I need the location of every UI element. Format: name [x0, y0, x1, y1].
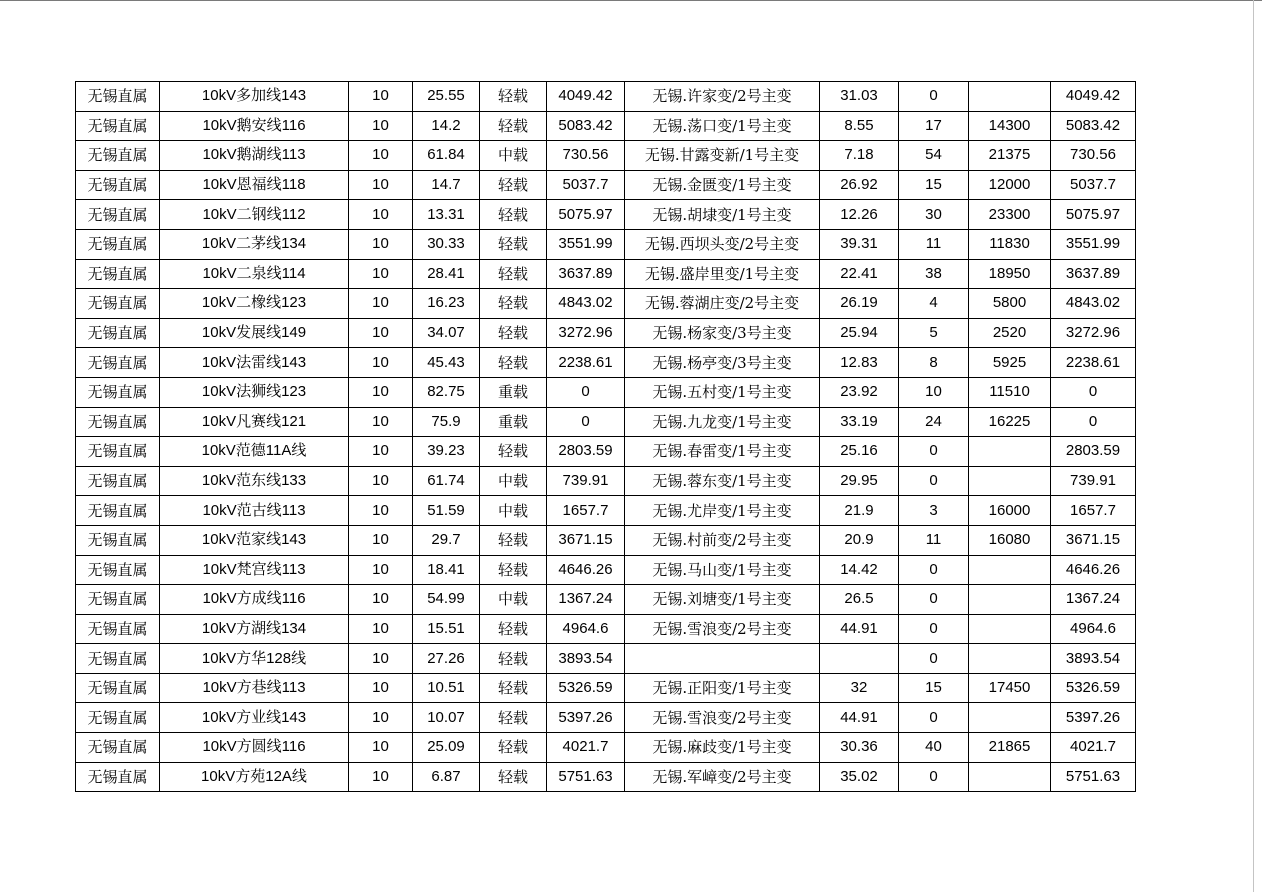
- transformer-load-rate-cell: 14.42: [820, 555, 899, 585]
- load-rate-cell: 61.84: [413, 141, 480, 171]
- feeder-line-cell: 10kV凡赛线121: [160, 407, 349, 437]
- load-status-cell: 轻载: [480, 437, 547, 467]
- table-row: [76, 229, 1136, 259]
- unit-cell: 无锡直属: [76, 229, 160, 259]
- voltage-cell: 10: [349, 703, 413, 733]
- count-cell: 0: [899, 555, 969, 585]
- count-cell: 0: [899, 644, 969, 674]
- load-status-cell: 轻载: [480, 703, 547, 733]
- unit-cell: 无锡直属: [76, 318, 160, 348]
- capacity-cell: 11830: [969, 229, 1051, 259]
- unit-cell: 无锡直属: [76, 525, 160, 555]
- table-row: [76, 762, 1136, 792]
- substation-transformer-cell: 无锡.雪浪变/2号主变: [625, 614, 820, 644]
- table-row: [76, 407, 1136, 437]
- voltage-cell: 10: [349, 555, 413, 585]
- feeder-line-cell: 10kV恩福线118: [160, 170, 349, 200]
- capacity-cell: [969, 614, 1051, 644]
- capacity-cell: 18950: [969, 259, 1051, 289]
- transformer-load-rate-cell: 20.9: [820, 525, 899, 555]
- load-rate-cell: 34.07: [413, 318, 480, 348]
- capacity-cell: 21865: [969, 733, 1051, 763]
- available-capacity-cell: 5037.7: [1051, 170, 1136, 200]
- capacity-cell: 5800: [969, 289, 1051, 319]
- unit-cell: 无锡直属: [76, 673, 160, 703]
- transformer-load-rate-cell: [820, 644, 899, 674]
- count-cell: 0: [899, 585, 969, 615]
- load-status-cell: 轻载: [480, 762, 547, 792]
- load-status-cell: 轻载: [480, 259, 547, 289]
- load-rate-cell: 75.9: [413, 407, 480, 437]
- table-row: [76, 733, 1136, 763]
- feeder-line-cell: 10kV方巷线113: [160, 673, 349, 703]
- load-status-cell: 轻载: [480, 318, 547, 348]
- transformer-load-rate-cell: 25.16: [820, 437, 899, 467]
- load-status-cell: 轻载: [480, 111, 547, 141]
- load-rate-cell: 10.07: [413, 703, 480, 733]
- unit-cell: 无锡直属: [76, 585, 160, 615]
- unit-cell: 无锡直属: [76, 762, 160, 792]
- substation-transformer-cell: 无锡.雪浪变/2号主变: [625, 703, 820, 733]
- load-status-cell: 轻载: [480, 229, 547, 259]
- transformer-load-rate-cell: 21.9: [820, 496, 899, 526]
- transformer-load-rate-cell: 22.41: [820, 259, 899, 289]
- voltage-cell: 10: [349, 466, 413, 496]
- transformer-load-rate-cell: 8.55: [820, 111, 899, 141]
- transformer-load-rate-cell: 33.19: [820, 407, 899, 437]
- available-capacity-cell: 739.91: [1051, 466, 1136, 496]
- voltage-cell: 10: [349, 348, 413, 378]
- table-row: [76, 259, 1136, 289]
- count-cell: 0: [899, 437, 969, 467]
- table-row: [76, 200, 1136, 230]
- substation-transformer-cell: 无锡.村前变/2号主变: [625, 525, 820, 555]
- transformer-load-rate-cell: 12.83: [820, 348, 899, 378]
- unit-cell: 无锡直属: [76, 348, 160, 378]
- load-rate-cell: 18.41: [413, 555, 480, 585]
- load-status-cell: 轻载: [480, 200, 547, 230]
- available-capacity-cell: 5326.59: [1051, 673, 1136, 703]
- count-cell: 30: [899, 200, 969, 230]
- feeder-line-cell: 10kV法狮线123: [160, 377, 349, 407]
- count-cell: 11: [899, 525, 969, 555]
- capacity-margin-cell: 4646.26: [547, 555, 625, 585]
- feeder-line-cell: 10kV范家线143: [160, 525, 349, 555]
- table-row: [76, 437, 1136, 467]
- unit-cell: 无锡直属: [76, 111, 160, 141]
- voltage-cell: 10: [349, 496, 413, 526]
- table-row: [76, 555, 1136, 585]
- capacity-cell: [969, 466, 1051, 496]
- capacity-margin-cell: 3637.89: [547, 259, 625, 289]
- voltage-cell: 10: [349, 111, 413, 141]
- load-rate-cell: 51.59: [413, 496, 480, 526]
- capacity-margin-cell: 739.91: [547, 466, 625, 496]
- table-row: [76, 318, 1136, 348]
- load-status-cell: 中载: [480, 585, 547, 615]
- load-rate-cell: 15.51: [413, 614, 480, 644]
- unit-cell: 无锡直属: [76, 466, 160, 496]
- transformer-load-rate-cell: 7.18: [820, 141, 899, 171]
- available-capacity-cell: 4646.26: [1051, 555, 1136, 585]
- capacity-margin-cell: 5751.63: [547, 762, 625, 792]
- feeder-line-cell: 10kV多加线143: [160, 82, 349, 112]
- feeder-line-cell: 10kV方华128线: [160, 644, 349, 674]
- load-rate-cell: 10.51: [413, 673, 480, 703]
- substation-transformer-cell: 无锡.五村变/1号主变: [625, 377, 820, 407]
- available-capacity-cell: 2803.59: [1051, 437, 1136, 467]
- substation-transformer-cell: 无锡.麻歧变/1号主变: [625, 733, 820, 763]
- available-capacity-cell: 3272.96: [1051, 318, 1136, 348]
- unit-cell: 无锡直属: [76, 555, 160, 585]
- count-cell: 0: [899, 466, 969, 496]
- voltage-cell: 10: [349, 407, 413, 437]
- table-row: [76, 111, 1136, 141]
- capacity-margin-cell: 3893.54: [547, 644, 625, 674]
- feeder-line-cell: 10kV法雷线143: [160, 348, 349, 378]
- capacity-cell: 16000: [969, 496, 1051, 526]
- unit-cell: 无锡直属: [76, 200, 160, 230]
- transformer-load-rate-cell: 29.95: [820, 466, 899, 496]
- available-capacity-cell: 0: [1051, 377, 1136, 407]
- substation-transformer-cell: [625, 644, 820, 674]
- voltage-cell: 10: [349, 82, 413, 112]
- count-cell: 38: [899, 259, 969, 289]
- unit-cell: 无锡直属: [76, 377, 160, 407]
- capacity-cell: [969, 703, 1051, 733]
- count-cell: 40: [899, 733, 969, 763]
- capacity-margin-cell: 4964.6: [547, 614, 625, 644]
- load-rate-cell: 6.87: [413, 762, 480, 792]
- unit-cell: 无锡直属: [76, 733, 160, 763]
- feeder-line-cell: 10kV方成线116: [160, 585, 349, 615]
- substation-transformer-cell: 无锡.胡埭变/1号主变: [625, 200, 820, 230]
- substation-transformer-cell: 无锡.马山变/1号主变: [625, 555, 820, 585]
- transformer-load-rate-cell: 26.5: [820, 585, 899, 615]
- load-status-cell: 轻载: [480, 733, 547, 763]
- substation-transformer-cell: 无锡.九龙变/1号主变: [625, 407, 820, 437]
- feeder-line-cell: 10kV二茅线134: [160, 229, 349, 259]
- substation-transformer-cell: 无锡.杨亭变/3号主变: [625, 348, 820, 378]
- capacity-cell: [969, 644, 1051, 674]
- available-capacity-cell: 3671.15: [1051, 525, 1136, 555]
- capacity-margin-cell: 0: [547, 407, 625, 437]
- capacity-cell: 2520: [969, 318, 1051, 348]
- load-rate-cell: 45.43: [413, 348, 480, 378]
- available-capacity-cell: 3551.99: [1051, 229, 1136, 259]
- available-capacity-cell: 4964.6: [1051, 614, 1136, 644]
- load-status-cell: 轻载: [480, 348, 547, 378]
- available-capacity-cell: 1367.24: [1051, 585, 1136, 615]
- available-capacity-cell: 0: [1051, 407, 1136, 437]
- capacity-margin-cell: 4021.7: [547, 733, 625, 763]
- load-rate-cell: 25.55: [413, 82, 480, 112]
- load-status-cell: 中载: [480, 466, 547, 496]
- capacity-cell: 23300: [969, 200, 1051, 230]
- feeder-line-cell: 10kV发展线149: [160, 318, 349, 348]
- transformer-load-rate-cell: 39.31: [820, 229, 899, 259]
- count-cell: 3: [899, 496, 969, 526]
- table-row: [76, 377, 1136, 407]
- unit-cell: 无锡直属: [76, 289, 160, 319]
- available-capacity-cell: 4049.42: [1051, 82, 1136, 112]
- table-row: [76, 525, 1136, 555]
- load-status-cell: 轻载: [480, 289, 547, 319]
- table-row: [76, 170, 1136, 200]
- substation-transformer-cell: 无锡.蓉东变/1号主变: [625, 466, 820, 496]
- capacity-margin-cell: 5037.7: [547, 170, 625, 200]
- available-capacity-cell: 5397.26: [1051, 703, 1136, 733]
- feeder-line-cell: 10kV范古线113: [160, 496, 349, 526]
- capacity-cell: 11510: [969, 377, 1051, 407]
- load-status-cell: 轻载: [480, 555, 547, 585]
- available-capacity-cell: 4843.02: [1051, 289, 1136, 319]
- load-rate-cell: 30.33: [413, 229, 480, 259]
- load-rate-cell: 29.7: [413, 525, 480, 555]
- load-rate-cell: 54.99: [413, 585, 480, 615]
- available-capacity-cell: 5083.42: [1051, 111, 1136, 141]
- available-capacity-cell: 3637.89: [1051, 259, 1136, 289]
- capacity-margin-cell: 5075.97: [547, 200, 625, 230]
- feeder-line-cell: 10kV梵宫线113: [160, 555, 349, 585]
- voltage-cell: 10: [349, 377, 413, 407]
- substation-transformer-cell: 无锡.军嶂变/2号主变: [625, 762, 820, 792]
- substation-transformer-cell: 无锡.春雷变/1号主变: [625, 437, 820, 467]
- available-capacity-cell: 4021.7: [1051, 733, 1136, 763]
- substation-transformer-cell: 无锡.正阳变/1号主变: [625, 673, 820, 703]
- capacity-cell: 17450: [969, 673, 1051, 703]
- transformer-load-rate-cell: 12.26: [820, 200, 899, 230]
- count-cell: 5: [899, 318, 969, 348]
- available-capacity-cell: 730.56: [1051, 141, 1136, 171]
- load-rate-cell: 14.2: [413, 111, 480, 141]
- substation-transformer-cell: 无锡.许家变/2号主变: [625, 82, 820, 112]
- load-status-cell: 重载: [480, 377, 547, 407]
- load-status-cell: 轻载: [480, 82, 547, 112]
- page-top-border: [0, 0, 1262, 1]
- table-row: [76, 644, 1136, 674]
- capacity-margin-cell: 4843.02: [547, 289, 625, 319]
- voltage-cell: 10: [349, 200, 413, 230]
- table-row: [76, 348, 1136, 378]
- unit-cell: 无锡直属: [76, 703, 160, 733]
- load-status-cell: 中载: [480, 141, 547, 171]
- substation-transformer-cell: 无锡.尤岸变/1号主变: [625, 496, 820, 526]
- table-row: [76, 614, 1136, 644]
- count-cell: 10: [899, 377, 969, 407]
- load-rate-cell: 16.23: [413, 289, 480, 319]
- voltage-cell: 10: [349, 673, 413, 703]
- voltage-cell: 10: [349, 437, 413, 467]
- load-status-cell: 轻载: [480, 170, 547, 200]
- load-status-cell: 轻载: [480, 644, 547, 674]
- load-rate-cell: 82.75: [413, 377, 480, 407]
- voltage-cell: 10: [349, 318, 413, 348]
- available-capacity-cell: 5751.63: [1051, 762, 1136, 792]
- feeder-line-cell: 10kV二泉线114: [160, 259, 349, 289]
- unit-cell: 无锡直属: [76, 259, 160, 289]
- count-cell: 17: [899, 111, 969, 141]
- voltage-cell: 10: [349, 229, 413, 259]
- feeder-line-cell: 10kV鹅湖线113: [160, 141, 349, 171]
- capacity-margin-cell: 5397.26: [547, 703, 625, 733]
- count-cell: 24: [899, 407, 969, 437]
- table-body: [76, 82, 1136, 792]
- count-cell: 15: [899, 673, 969, 703]
- capacity-cell: 21375: [969, 141, 1051, 171]
- unit-cell: 无锡直属: [76, 170, 160, 200]
- voltage-cell: 10: [349, 259, 413, 289]
- unit-cell: 无锡直属: [76, 644, 160, 674]
- substation-transformer-cell: 无锡.金匮变/1号主变: [625, 170, 820, 200]
- load-rate-cell: 39.23: [413, 437, 480, 467]
- capacity-margin-cell: 730.56: [547, 141, 625, 171]
- voltage-cell: 10: [349, 644, 413, 674]
- available-capacity-cell: 5075.97: [1051, 200, 1136, 230]
- load-rate-cell: 13.31: [413, 200, 480, 230]
- feeder-line-cell: 10kV方圆线116: [160, 733, 349, 763]
- substation-transformer-cell: 无锡.荡口变/1号主变: [625, 111, 820, 141]
- table-row: [76, 673, 1136, 703]
- available-capacity-cell: 2238.61: [1051, 348, 1136, 378]
- unit-cell: 无锡直属: [76, 82, 160, 112]
- table-row: [76, 496, 1136, 526]
- unit-cell: 无锡直属: [76, 614, 160, 644]
- substation-transformer-cell: 无锡.甘露变新/1号主变: [625, 141, 820, 171]
- feeder-line-cell: 10kV方业线143: [160, 703, 349, 733]
- transformer-load-rate-cell: 31.03: [820, 82, 899, 112]
- unit-cell: 无锡直属: [76, 496, 160, 526]
- capacity-cell: [969, 585, 1051, 615]
- count-cell: 54: [899, 141, 969, 171]
- capacity-cell: 14300: [969, 111, 1051, 141]
- load-status-cell: 中载: [480, 496, 547, 526]
- capacity-cell: 5925: [969, 348, 1051, 378]
- count-cell: 15: [899, 170, 969, 200]
- capacity-cell: 16080: [969, 525, 1051, 555]
- capacity-cell: [969, 762, 1051, 792]
- voltage-cell: 10: [349, 614, 413, 644]
- load-status-cell: 重载: [480, 407, 547, 437]
- substation-transformer-cell: 无锡.盛岸里变/1号主变: [625, 259, 820, 289]
- transformer-load-rate-cell: 30.36: [820, 733, 899, 763]
- table-row: [76, 585, 1136, 615]
- substation-transformer-cell: 无锡.杨家变/3号主变: [625, 318, 820, 348]
- capacity-cell: [969, 555, 1051, 585]
- substation-transformer-cell: 无锡.蓉湖庄变/2号主变: [625, 289, 820, 319]
- load-rate-cell: 25.09: [413, 733, 480, 763]
- feeder-load-table: [75, 81, 1136, 792]
- count-cell: 8: [899, 348, 969, 378]
- load-status-cell: 轻载: [480, 614, 547, 644]
- capacity-margin-cell: 2238.61: [547, 348, 625, 378]
- capacity-margin-cell: 1367.24: [547, 585, 625, 615]
- capacity-margin-cell: 1657.7: [547, 496, 625, 526]
- transformer-load-rate-cell: 35.02: [820, 762, 899, 792]
- feeder-line-cell: 10kV鹅安线116: [160, 111, 349, 141]
- available-capacity-cell: 1657.7: [1051, 496, 1136, 526]
- substation-transformer-cell: 无锡.西坝头变/2号主变: [625, 229, 820, 259]
- count-cell: 4: [899, 289, 969, 319]
- table-row: [76, 703, 1136, 733]
- capacity-cell: [969, 437, 1051, 467]
- load-rate-cell: 61.74: [413, 466, 480, 496]
- voltage-cell: 10: [349, 585, 413, 615]
- count-cell: 0: [899, 703, 969, 733]
- transformer-load-rate-cell: 25.94: [820, 318, 899, 348]
- capacity-cell: 16225: [969, 407, 1051, 437]
- capacity-margin-cell: 2803.59: [547, 437, 625, 467]
- unit-cell: 无锡直属: [76, 141, 160, 171]
- count-cell: 0: [899, 762, 969, 792]
- transformer-load-rate-cell: 44.91: [820, 614, 899, 644]
- page-right-border: [1253, 0, 1254, 892]
- available-capacity-cell: 3893.54: [1051, 644, 1136, 674]
- voltage-cell: 10: [349, 141, 413, 171]
- load-rate-cell: 28.41: [413, 259, 480, 289]
- table-row: [76, 289, 1136, 319]
- count-cell: 0: [899, 82, 969, 112]
- capacity-margin-cell: 4049.42: [547, 82, 625, 112]
- table-row: [76, 82, 1136, 112]
- table-row: [76, 466, 1136, 496]
- voltage-cell: 10: [349, 525, 413, 555]
- transformer-load-rate-cell: 26.19: [820, 289, 899, 319]
- capacity-cell: [969, 82, 1051, 112]
- count-cell: 0: [899, 614, 969, 644]
- capacity-margin-cell: 5326.59: [547, 673, 625, 703]
- capacity-margin-cell: 3671.15: [547, 525, 625, 555]
- feeder-line-cell: 10kV二橡线123: [160, 289, 349, 319]
- load-status-cell: 轻载: [480, 525, 547, 555]
- capacity-margin-cell: 0: [547, 377, 625, 407]
- load-rate-cell: 27.26: [413, 644, 480, 674]
- feeder-line-cell: 10kV范德11A线: [160, 437, 349, 467]
- capacity-margin-cell: 5083.42: [547, 111, 625, 141]
- feeder-line-cell: 10kV方苑12A线: [160, 762, 349, 792]
- unit-cell: 无锡直属: [76, 407, 160, 437]
- transformer-load-rate-cell: 23.92: [820, 377, 899, 407]
- unit-cell: 无锡直属: [76, 437, 160, 467]
- voltage-cell: 10: [349, 733, 413, 763]
- voltage-cell: 10: [349, 289, 413, 319]
- feeder-line-cell: 10kV方湖线134: [160, 614, 349, 644]
- voltage-cell: 10: [349, 762, 413, 792]
- feeder-line-cell: 10kV二钢线112: [160, 200, 349, 230]
- count-cell: 11: [899, 229, 969, 259]
- load-rate-cell: 14.7: [413, 170, 480, 200]
- transformer-load-rate-cell: 44.91: [820, 703, 899, 733]
- capacity-cell: 12000: [969, 170, 1051, 200]
- substation-transformer-cell: 无锡.刘塘变/1号主变: [625, 585, 820, 615]
- capacity-margin-cell: 3551.99: [547, 229, 625, 259]
- feeder-line-cell: 10kV范东线133: [160, 466, 349, 496]
- table-row: [76, 141, 1136, 171]
- voltage-cell: 10: [349, 170, 413, 200]
- load-status-cell: 轻载: [480, 673, 547, 703]
- transformer-load-rate-cell: 26.92: [820, 170, 899, 200]
- capacity-margin-cell: 3272.96: [547, 318, 625, 348]
- transformer-load-rate-cell: 32: [820, 673, 899, 703]
